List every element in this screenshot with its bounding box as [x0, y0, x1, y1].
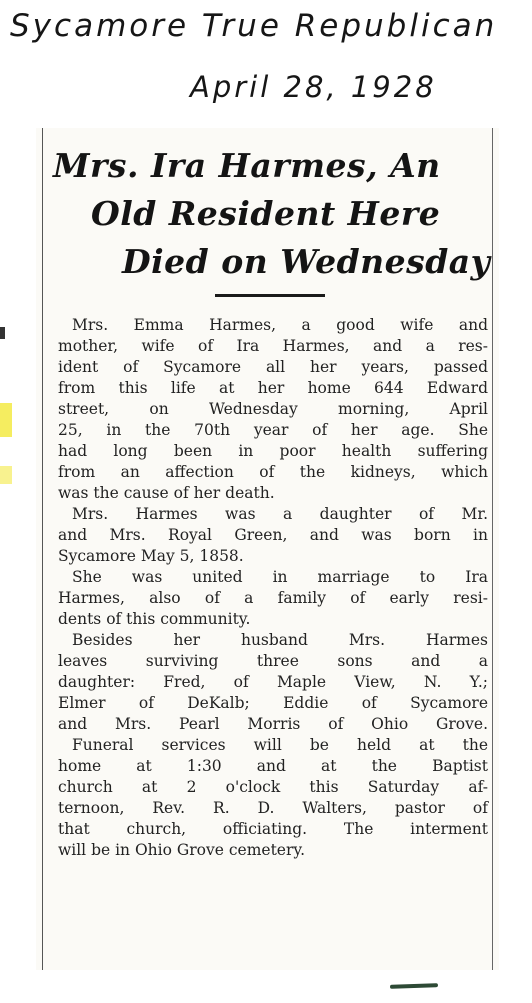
article-line: daughter: Fred, of Maple View, N. Y.; — [58, 673, 488, 691]
article-body — [58, 315, 488, 861]
article-line: street, on Wednesday morning, April — [58, 400, 488, 418]
article-line: Elmer of DeKalb; Eddie of Sycamore — [58, 694, 488, 712]
article-line: Mrs. Harmes was a daughter of Mr. — [72, 505, 488, 523]
article-line: ident of Sycamore all her years, passed — [58, 358, 488, 376]
handwritten-date: April 28, 1928 — [190, 70, 437, 104]
headline-line-1: Mrs. Ira Harmes, An — [53, 146, 441, 185]
article-line: She was united in marriage to Ira — [72, 568, 488, 586]
article-line: Funeral services will be held at the — [72, 736, 488, 754]
article-line: and Mrs. Pearl Morris of Ohio Grove. — [58, 715, 488, 733]
newspaper-clipping — [36, 128, 499, 970]
column-rule-left — [42, 128, 43, 970]
article-line: Sycamore May 5, 1858. — [58, 547, 244, 565]
column-rule-right — [492, 128, 493, 970]
article-line: ternoon, Rev. R. D. Walters, pastor of — [58, 799, 488, 817]
headline-divider — [215, 294, 325, 297]
ink-swash-mark — [390, 983, 438, 989]
article-line: Mrs. Emma Harmes, a good wife and — [72, 316, 488, 334]
article-line: home at 1:30 and at the Baptist — [58, 757, 488, 775]
article-line: from this life at her home 644 Edward — [58, 379, 488, 397]
article-line: and Mrs. Royal Green, and was born in — [58, 526, 488, 544]
article-line: Harmes, also of a family of early resi- — [58, 589, 488, 607]
yellow-highlight-mark — [0, 403, 12, 437]
article-line: was the cause of her death. — [58, 484, 275, 502]
article-line: mother, wife of Ira Harmes, and a res- — [58, 337, 488, 355]
headline-line-3: Died on Wednesday — [122, 242, 491, 281]
article-line: from an affection of the kidneys, which — [58, 463, 488, 481]
article-line: dents of this community. — [58, 610, 251, 628]
headline-line-2: Old Resident Here — [91, 194, 441, 233]
article-line: had long been in poor health suffering — [58, 442, 488, 460]
handwritten-publication-name: Sycamore True Republican — [10, 8, 498, 44]
yellow-highlight-mark — [0, 466, 12, 484]
article-line: 25, in the 70th year of her age. She — [58, 421, 488, 439]
article-line: that church, officiating. The interment — [58, 820, 488, 838]
article-line: will be in Ohio Grove cemetery. — [58, 841, 306, 859]
article-line: leaves surviving three sons and a — [58, 652, 488, 670]
article-line: church at 2 o'clock this Saturday af- — [58, 778, 488, 796]
margin-tick-mark — [0, 327, 5, 339]
article-line: Besides her husband Mrs. Harmes — [72, 631, 488, 649]
